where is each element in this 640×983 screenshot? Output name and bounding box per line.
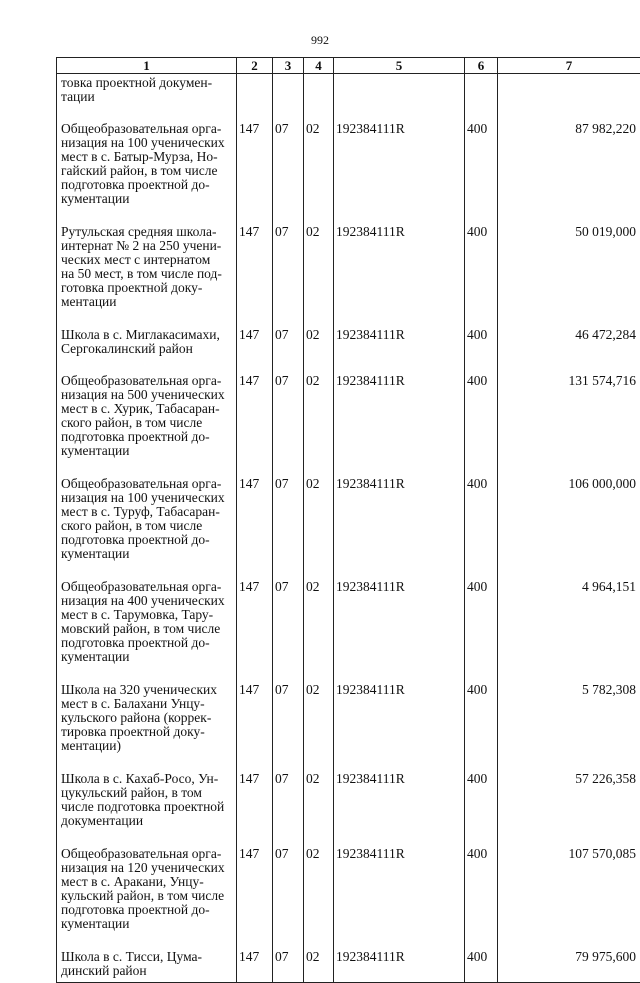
item-name-cell: Школа в с. Кахаб-Росо, Ун- цукульский район, в том числе подготовка проектной документации	[57, 761, 237, 836]
code-cell: 400	[465, 569, 498, 672]
table-row	[57, 761, 640, 836]
column-header: 4	[304, 58, 334, 74]
code-cell: 400	[465, 939, 498, 983]
code-cell: 02	[304, 569, 334, 672]
item-name-cell: Общеобразовательная орга- низация на 120 ученических мест в с. Аракани, Унцу- кульский район, в том числе подготовка проектной до- кументации	[57, 836, 237, 939]
code-cell	[273, 74, 304, 113]
amount-cell: 4 964,151	[498, 569, 640, 672]
code-cell: 02	[304, 112, 334, 214]
code-cell: 02	[304, 466, 334, 569]
code-cell: 192384111R	[334, 761, 465, 836]
column-header: 6	[465, 58, 498, 74]
table-row	[57, 836, 640, 939]
code-cell: 147	[237, 761, 273, 836]
table-row	[57, 112, 640, 214]
code-cell: 07	[273, 836, 304, 939]
code-cell: 147	[237, 364, 273, 466]
code-cell: 192384111R	[334, 317, 465, 364]
amount-cell: 79 975,600	[498, 939, 640, 983]
code-cell: 192384111R	[334, 672, 465, 761]
code-cell: 192384111R	[334, 939, 465, 983]
code-cell: 192384111R	[334, 836, 465, 939]
code-cell: 02	[304, 761, 334, 836]
code-cell: 02	[304, 836, 334, 939]
table-row	[57, 214, 640, 317]
item-name-cell: Общеобразовательная орга- низация на 400 ученических мест в с. Тарумовка, Тару- мовский район, в том числе подготовка проектной до- кументации	[57, 569, 237, 672]
column-header: 7	[498, 58, 640, 74]
code-cell: 02	[304, 214, 334, 317]
code-cell: 192384111R	[334, 364, 465, 466]
table-row	[57, 939, 640, 983]
code-cell: 147	[237, 569, 273, 672]
code-cell: 147	[237, 466, 273, 569]
code-cell: 02	[304, 317, 334, 364]
code-cell: 147	[237, 939, 273, 983]
amount-cell	[498, 74, 640, 113]
code-cell: 147	[237, 112, 273, 214]
code-cell: 07	[273, 112, 304, 214]
amount-cell: 50 019,000	[498, 214, 640, 317]
table-row	[57, 466, 640, 569]
column-header: 3	[273, 58, 304, 74]
code-cell: 147	[237, 836, 273, 939]
code-cell: 07	[273, 214, 304, 317]
code-cell: 07	[273, 761, 304, 836]
code-cell	[334, 74, 465, 113]
amount-cell: 5 782,308	[498, 672, 640, 761]
item-name-cell: Школа в с. Тисси, Цума- динский район	[57, 939, 237, 983]
table-header-row	[57, 58, 640, 74]
code-cell: 07	[273, 939, 304, 983]
code-cell: 400	[465, 761, 498, 836]
code-cell	[465, 74, 498, 113]
item-name-cell: Общеобразовательная орга- низация на 500 ученических мест в с. Хурик, Табасаран- ского район, в том числе подготовка проектной до- кументации	[57, 364, 237, 466]
code-cell: 07	[273, 466, 304, 569]
code-cell: 02	[304, 364, 334, 466]
code-cell: 400	[465, 836, 498, 939]
code-cell: 192384111R	[334, 569, 465, 672]
table-row	[57, 569, 640, 672]
code-cell: 400	[465, 112, 498, 214]
code-cell: 07	[273, 672, 304, 761]
item-name-cell: товка проектной докумен- тации	[57, 74, 237, 113]
code-cell: 400	[465, 364, 498, 466]
item-name-cell: Общеобразовательная орга- низация на 100 ученических мест в с. Батыр-Мурза, Но- гайский район, в том числе подготовка проектной до- кументации	[57, 112, 237, 214]
code-cell: 147	[237, 214, 273, 317]
table-row	[57, 317, 640, 364]
code-cell: 400	[465, 672, 498, 761]
code-cell: 400	[465, 317, 498, 364]
code-cell: 400	[465, 466, 498, 569]
page-number: 992	[0, 33, 640, 48]
code-cell: 192384111R	[334, 214, 465, 317]
table-body	[57, 74, 640, 983]
code-cell	[304, 74, 334, 113]
column-header: 2	[237, 58, 273, 74]
code-cell: 192384111R	[334, 466, 465, 569]
amount-cell: 57 226,358	[498, 761, 640, 836]
code-cell	[237, 74, 273, 113]
table-row	[57, 364, 640, 466]
code-cell: 07	[273, 364, 304, 466]
amount-cell: 131 574,716	[498, 364, 640, 466]
code-cell: 147	[237, 672, 273, 761]
item-name-cell: Общеобразовательная орга- низация на 100 ученических мест в с. Туруф, Табасаран- ского район, в том числе подготовка проектной до- кументации	[57, 466, 237, 569]
amount-cell: 87 982,220	[498, 112, 640, 214]
table-row	[57, 672, 640, 761]
code-cell: 07	[273, 317, 304, 364]
amount-cell: 46 472,284	[498, 317, 640, 364]
code-cell: 02	[304, 939, 334, 983]
item-name-cell: Рутульская средняя школа- интернат № 2 на 250 учени- ческих мест с интернатом на 50 мест, в том числе под- готовка проектной доку- ментации	[57, 214, 237, 317]
budget-table	[56, 57, 640, 983]
code-cell: 192384111R	[334, 112, 465, 214]
item-name-cell: Школа в с. Миглакасимахи, Сергокалинский район	[57, 317, 237, 364]
code-cell: 400	[465, 214, 498, 317]
code-cell: 02	[304, 672, 334, 761]
code-cell: 07	[273, 569, 304, 672]
amount-cell: 106 000,000	[498, 466, 640, 569]
code-cell: 147	[237, 317, 273, 364]
amount-cell: 107 570,085	[498, 836, 640, 939]
column-header: 5	[334, 58, 465, 74]
item-name-cell: Школа на 320 ученических мест в с. Балахани Унцу- кульского района (коррек- тировка проектной доку- ментации)	[57, 672, 237, 761]
column-header: 1	[57, 58, 237, 74]
table-row	[57, 74, 640, 113]
